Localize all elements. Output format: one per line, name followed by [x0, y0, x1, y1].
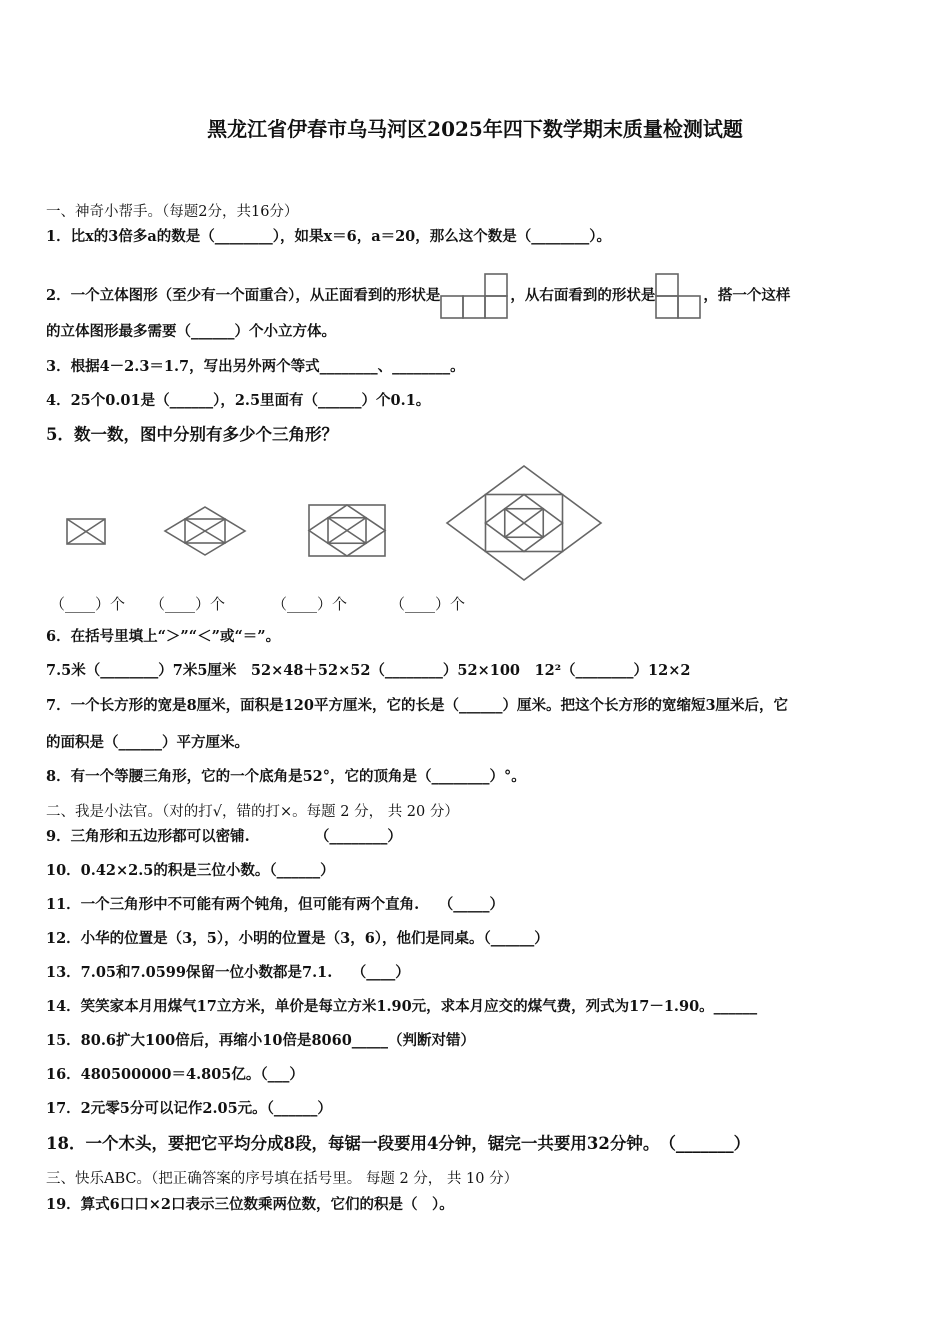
question-15: 15．80.6扩大100倍后，再缩小10倍是8060_____（判断对错）: [46, 1032, 476, 1049]
question-10: 10．0.42×2.5的积是三位小数。（______）: [46, 862, 335, 879]
section-3-heading: 三、快乐ABC。（把正确答案的序号填在括号里。 每题 2 分， 共 10 分）: [46, 1171, 519, 1187]
right-view-figure: [655, 273, 703, 319]
question-9: 9．三角形和五边形都可以密铺. （________）: [46, 828, 402, 845]
question-2-continued: 的立体图形最多需要（______）个小立方体。: [46, 323, 336, 340]
question-11: 11．一个三角形中不可能有两个钝角，但可能有两个直角. （_____）: [46, 896, 505, 913]
question-4: 4．25个0.01是（______），2.5里面有（______）个0.1。: [46, 392, 431, 409]
figure-1-answer: （____）个: [50, 595, 126, 613]
question-7: 7．一个长方形的宽是8厘米，面积是120平方厘米，它的长是（______）厘米。把这个长方形的宽缩短3厘米后，它: [46, 697, 789, 714]
question-13: 13．7.05和7.0599保留一位小数都是7.1. （____）: [46, 964, 410, 981]
front-view-figure: [440, 273, 510, 319]
question-6-items: 7.5米（________）7米5厘米 52×48＋52×52（________）52×100 12²（________）12×2: [46, 662, 691, 679]
question-17: 17．2元零5分可以记作2.05元。（______）: [46, 1100, 332, 1117]
question-2-text-a: 2．一个立体图形（至少有一个面重合），从正面看到的形状是: [46, 287, 441, 304]
question-5: 5．数一数，图中分别有多少个三角形？: [46, 425, 338, 444]
question-12: 12．小华的位置是（3，5），小明的位置是（3，6），他们是同桌。（______）: [46, 930, 549, 947]
figure-3-answer: （____）个: [272, 595, 348, 613]
question-19: 19．算式6口口×2口表示三位数乘两位数，它们的积是（ ）。: [46, 1196, 454, 1213]
question-14: 14．笑笑家本月用煤气17立方米，单价是每立方米1.90元，求本月应交的煤气费，列式为17－1.90。______: [46, 998, 758, 1015]
figure-2: [165, 507, 245, 555]
question-16: 16．480500000＝4.805亿。（___）: [46, 1066, 304, 1083]
figure-1: [67, 519, 105, 544]
page-title: 黑龙江省伊春市乌马河区2025年四下数学期末质量检测试题: [207, 117, 743, 141]
figure-4-answer: （____）个: [390, 595, 466, 613]
question-18: 18．一个木头，要把它平均分成8段，每锯一段要用4分钟，锯完一共要用32分钟。 （_______）: [46, 1134, 751, 1153]
section-1-heading: 一、神奇小帮手。（每题2分，共16分）: [46, 204, 299, 220]
question-8: 8．有一个等腰三角形，它的一个底角是52°，它的顶角是（________）°。: [46, 768, 526, 785]
figure-2-answer: （____）个: [150, 595, 226, 613]
question-7-continued: 的面积是（______）平方厘米。: [46, 734, 249, 751]
section-2-heading: 二、我是小法官。（对的打√，错的打×。每题 2 分， 共 20 分）: [46, 804, 459, 820]
question-3: 3．根据4－2.3＝1.7，写出另外两个等式________、________。: [46, 358, 465, 375]
question-6: 6．在括号里填上“＞”“＜”或“＝”。: [46, 628, 281, 645]
figure-3: [309, 505, 385, 556]
question-2: [46, 273, 790, 319]
figure-4: [447, 466, 601, 580]
question-2-text-c: ，搭一个这样: [703, 287, 791, 304]
question-2-text-b: ，从右面看到的形状是: [510, 287, 656, 304]
question-1: 1．比x的3倍多a的数是（________），如果x＝6，a＝20，那么这个数是（________）。: [46, 228, 612, 245]
